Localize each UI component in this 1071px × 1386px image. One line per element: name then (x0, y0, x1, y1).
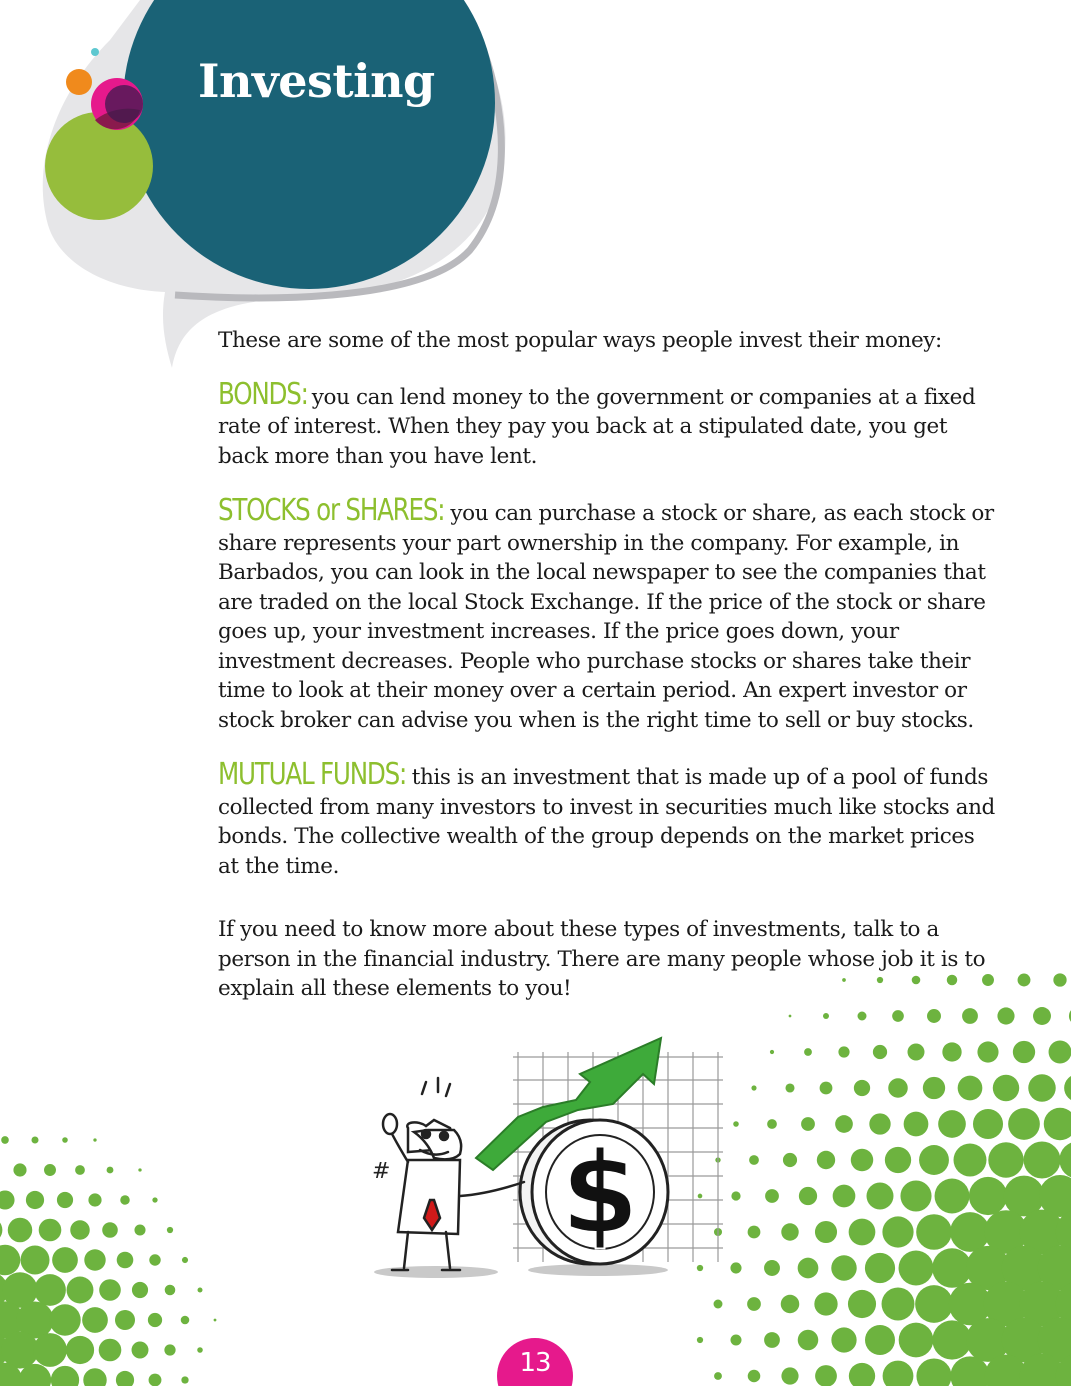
halftone-dot (52, 1247, 78, 1273)
halftone-dot (138, 1168, 141, 1171)
coin-shadow (528, 1264, 668, 1276)
halftone-dot (997, 1007, 1014, 1024)
halftone-dot (116, 1371, 134, 1386)
mutual-funds-text: this is an investment that is made up of a pool of funds collected from many investors to invest in securities much like stocks and bonds. The collective wealth of the group depends on the market prices at the time. (218, 765, 995, 879)
halftone-dot (99, 1279, 121, 1301)
halftone-dot (39, 1219, 62, 1242)
halftone-dot (62, 1137, 68, 1143)
halftone-dot (88, 1193, 101, 1206)
dollar-coin (520, 1120, 668, 1264)
halftone-dot (923, 1077, 945, 1099)
halftone-dot (148, 1313, 162, 1327)
halftone-dot (848, 1290, 876, 1318)
halftone-dot (182, 1257, 188, 1263)
halftone-dot (1059, 1141, 1071, 1178)
halftone-dot (714, 1372, 722, 1380)
halftone-dot (0, 1218, 2, 1243)
halftone-dot (919, 1145, 949, 1175)
bonds-term: BONDS: (218, 376, 308, 412)
halftone-dot (34, 1274, 66, 1306)
halftone-dot (804, 1048, 812, 1056)
halftone-dot (851, 1149, 873, 1171)
halftone-dot (181, 1376, 188, 1383)
closing-paragraph: If you need to know more about these types of investments, talk to a person in the financial industry. There are many people whose job it is to explain all these elements to you! (218, 917, 986, 1001)
halftone-dot (31, 1136, 38, 1143)
halftone-dot (197, 1347, 203, 1353)
investment-illustration (368, 1032, 728, 1282)
halftone-dot (882, 1216, 913, 1247)
halftone-dot (1064, 1074, 1071, 1102)
halftone-dot (942, 1042, 961, 1061)
halftone-dot (882, 1288, 915, 1321)
halftone-dot (801, 1117, 815, 1131)
halftone-dot (1049, 1041, 1071, 1064)
halftone-dot (954, 1144, 987, 1177)
halftone-dot (13, 1163, 26, 1176)
bonds-text: you can lend money to the government or companies at a fixed rate of interest. When they pay you back at a stipulated date, you get back more than you have lent. (218, 384, 976, 469)
halftone-dot (916, 1214, 952, 1250)
stocks-term: STOCKS or SHARES: (218, 493, 445, 528)
halftone-dot (873, 1045, 887, 1059)
halftone-dot (1044, 1108, 1071, 1140)
halftone-dot (817, 1151, 835, 1169)
halftone-dot (1, 1136, 9, 1144)
halftone-dot (0, 1245, 20, 1276)
halftone-dot (751, 1085, 756, 1090)
halftone-dot (849, 1363, 875, 1386)
halftone-dot (935, 1179, 970, 1214)
halftone-dot (99, 1339, 122, 1362)
halftone-dot (888, 1078, 908, 1098)
ground-shadow (374, 1266, 498, 1278)
halftone-dot (1008, 1108, 1040, 1140)
halftone-dot (907, 1043, 924, 1060)
lime-circle (45, 112, 153, 220)
halftone-dot (764, 1260, 780, 1276)
halftone-dot (1018, 974, 1031, 987)
halftone-dot (66, 1336, 94, 1364)
halftone-dot (747, 1297, 761, 1311)
halftone-dot (181, 1316, 190, 1325)
halftone-dot (102, 1222, 118, 1238)
mutual-funds-paragraph (218, 757, 998, 881)
halftone-dot (1033, 1007, 1051, 1025)
halftone-dot (969, 1177, 1007, 1215)
halftone-dot (915, 1285, 953, 1323)
halftone-dot (51, 1366, 79, 1386)
halftone-dot (44, 1164, 56, 1176)
halftone-dot (748, 1226, 761, 1239)
halftone-dot (932, 1248, 972, 1288)
halftone-dot (798, 1330, 819, 1351)
halftone-dot (214, 1319, 217, 1322)
halftone-dot (831, 1327, 856, 1352)
halftone-dot (120, 1195, 129, 1204)
halftone-dot (70, 1220, 90, 1240)
page-number: 13 (519, 1348, 551, 1378)
halftone-dot (57, 1192, 73, 1208)
halftone-dot (730, 1334, 741, 1345)
halftone-dot (767, 1119, 777, 1129)
halftone-dot (783, 1153, 797, 1167)
halftone-dot (770, 1050, 774, 1054)
halftone-dot (733, 1121, 739, 1127)
bonds-paragraph (218, 376, 998, 472)
halftone-dot (1024, 1142, 1061, 1179)
stocks-paragraph (218, 493, 998, 735)
dollar-sign: $ (561, 1129, 639, 1259)
halftone-dot (854, 1080, 870, 1096)
halftone-dot (962, 1008, 978, 1024)
halftone-dot (814, 1292, 837, 1315)
scribble-mark: # (372, 1159, 391, 1184)
halftone-dot (932, 1320, 971, 1359)
halftone-dot (164, 1344, 175, 1355)
halftone-dot (988, 1142, 1023, 1177)
halftone-dot (885, 1147, 911, 1173)
halftone-dot (764, 1332, 780, 1348)
mutual-funds-term: MUTUAL FUNDS: (218, 757, 407, 792)
halftone-dot (0, 1190, 15, 1209)
halftone-dot (134, 1224, 145, 1235)
halftone-dot (823, 1013, 829, 1019)
dark-purple-dot (105, 85, 143, 123)
halftone-dot (748, 1370, 761, 1383)
halftone-dot (899, 1251, 934, 1286)
halftone-dot (865, 1253, 895, 1283)
halftone-dot (858, 1012, 867, 1021)
halftone-dot (835, 1115, 853, 1133)
halftone-dot (167, 1227, 173, 1233)
halftone-dot (833, 1185, 856, 1208)
halftone-dot (892, 1010, 904, 1022)
orange-dot (66, 69, 92, 95)
halftone-dot (84, 1249, 105, 1270)
halftone-dot (132, 1342, 149, 1359)
intro-paragraph: These are some of the most popular ways people invest their money: (218, 328, 942, 353)
halftone-dot (869, 1113, 890, 1134)
halftone-dot (165, 1285, 176, 1296)
halftone-dot (785, 1083, 794, 1092)
halftone-dot (730, 1262, 741, 1273)
halftone-dot (149, 1254, 160, 1265)
halftone-dot (781, 1367, 798, 1384)
halftone-dot (927, 1009, 941, 1023)
halftone-dot (107, 1167, 114, 1174)
halftone-dot (67, 1277, 94, 1304)
cyan-dot (91, 48, 99, 56)
halftone-dot (900, 1180, 931, 1211)
halftone-dot (849, 1219, 876, 1246)
halftone-dot (831, 1255, 856, 1280)
halftone-dot (799, 1187, 817, 1205)
halftone-dot (1013, 1041, 1035, 1063)
halftone-dot (1053, 973, 1066, 986)
stocks-text: you can purchase a stock or share, as each stock or share represents your part ownership in the company. For example, in Barbados, you can look in the local newspaper to see the companies that are traded on the local Stock Exchange. If the price of the stock or share goes up, your investment increases. If the price goes down, your investment decreases. People who purchase stocks or shares take their time to look at their money over a certain period. An expert investor or stock broker can advise you when is the right time to sell or buy stocks. (218, 501, 994, 733)
halftone-dot (749, 1155, 759, 1165)
halftone-dot (731, 1191, 740, 1200)
halftone-dot (916, 1358, 951, 1386)
halftone-dot (115, 1310, 135, 1330)
halftone-dot (781, 1223, 798, 1240)
halftone-dot (20, 1245, 49, 1274)
halftone-dot (83, 1368, 106, 1386)
halftone-dot (781, 1295, 800, 1314)
halftone-dot (973, 1109, 1003, 1139)
halftone-dot (899, 1323, 934, 1358)
halftone-dot (977, 1041, 998, 1062)
halftone-dot (865, 1325, 895, 1355)
halftone-dot (883, 1361, 914, 1386)
halftone-dot (714, 1300, 723, 1309)
article-body (218, 326, 998, 1004)
halftone-dot (697, 1337, 703, 1343)
halftone-dot (838, 1046, 849, 1057)
halftone-dot (75, 1165, 85, 1175)
halftone-dot (1028, 1074, 1055, 1101)
halftone-dot (866, 1182, 893, 1209)
halftone-dot (152, 1197, 157, 1202)
halftone-dot (149, 1374, 162, 1386)
halftone-dot (815, 1365, 837, 1386)
halftone-dot (132, 1282, 148, 1298)
halftone-dot (26, 1191, 44, 1209)
halftone-dot (993, 1075, 1019, 1101)
halftone-dot (950, 1212, 990, 1252)
halftone-dot (938, 1110, 966, 1138)
halftone-pattern-right (697, 973, 1071, 1386)
halftone-dot (49, 1304, 80, 1335)
halftone-dot (815, 1221, 837, 1243)
cartoon-man (372, 1078, 524, 1270)
halftone-pattern-left (0, 1136, 216, 1386)
halftone-dot (93, 1138, 96, 1141)
halftone-dot (198, 1288, 203, 1293)
halftone-dot (904, 1112, 929, 1137)
halftone-dot (765, 1189, 779, 1203)
halftone-dot (958, 1076, 983, 1101)
halftone-dot (117, 1252, 134, 1269)
halftone-dot (33, 1333, 67, 1367)
halftone-dot (8, 1218, 32, 1242)
halftone-dot (820, 1082, 833, 1095)
halftone-dot (798, 1258, 819, 1279)
halftone-dot (789, 1015, 792, 1018)
page-title: Investing (198, 54, 435, 108)
halftone-dot (82, 1307, 108, 1333)
